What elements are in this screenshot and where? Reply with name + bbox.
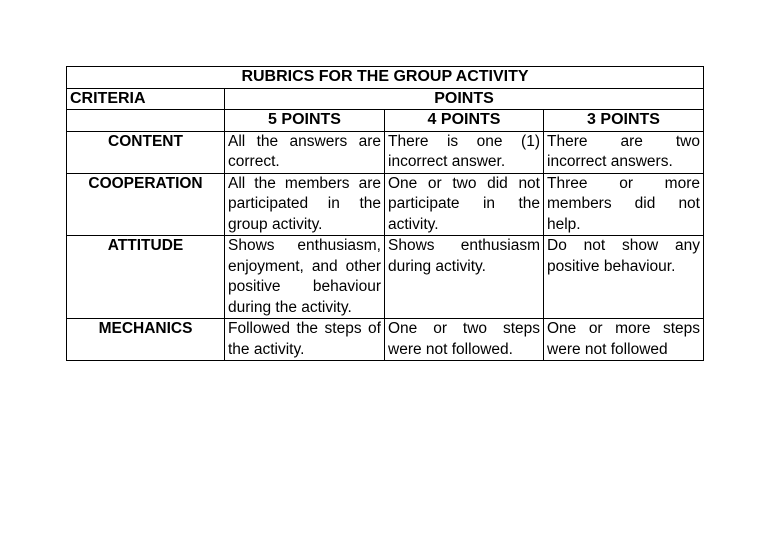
table-cell: There is one (1) incorrect answer. — [385, 131, 544, 173]
criterion-cooperation: COOPERATION — [67, 173, 225, 236]
table-row — [67, 319, 704, 361]
table-cell: Three or more members did not help. — [544, 173, 704, 236]
table-cell: Shows enthusiasm during activity. — [385, 236, 544, 319]
criterion-content: CONTENT — [67, 131, 225, 173]
points-header: POINTS — [225, 88, 704, 110]
table-cell: Shows enthusiasm, enjoyment, and other positive behaviour during the activity. — [225, 236, 385, 319]
column-header-3-points: 3 POINTS — [544, 110, 704, 132]
rubric-table — [66, 66, 704, 361]
table-cell: One or more steps were not followed — [544, 319, 704, 361]
table-cell: All the members are participated in the group activity. — [225, 173, 385, 236]
table-row — [67, 131, 704, 173]
criterion-attitude: ATTITUDE — [67, 236, 225, 319]
points-columns-row — [67, 110, 704, 132]
table-row — [67, 173, 704, 236]
table-cell: Followed the steps of the activity. — [225, 319, 385, 361]
table-cell: One or two steps were not followed. — [385, 319, 544, 361]
table-cell: Do not show any positive behaviour. — [544, 236, 704, 319]
column-header-4-points: 4 POINTS — [385, 110, 544, 132]
table-row — [67, 236, 704, 319]
criterion-mechanics: MECHANICS — [67, 319, 225, 361]
criteria-header: CRITERIA — [67, 88, 225, 110]
title-row — [67, 67, 704, 89]
table-cell: All the answers are correct. — [225, 131, 385, 173]
column-header-5-points: 5 POINTS — [225, 110, 385, 132]
empty-header-cell — [67, 110, 225, 132]
table-cell: One or two did not participate in the activity. — [385, 173, 544, 236]
header-row — [67, 88, 704, 110]
table-title: RUBRICS FOR THE GROUP ACTIVITY — [67, 67, 704, 89]
table-cell: There are two incorrect answers. — [544, 131, 704, 173]
